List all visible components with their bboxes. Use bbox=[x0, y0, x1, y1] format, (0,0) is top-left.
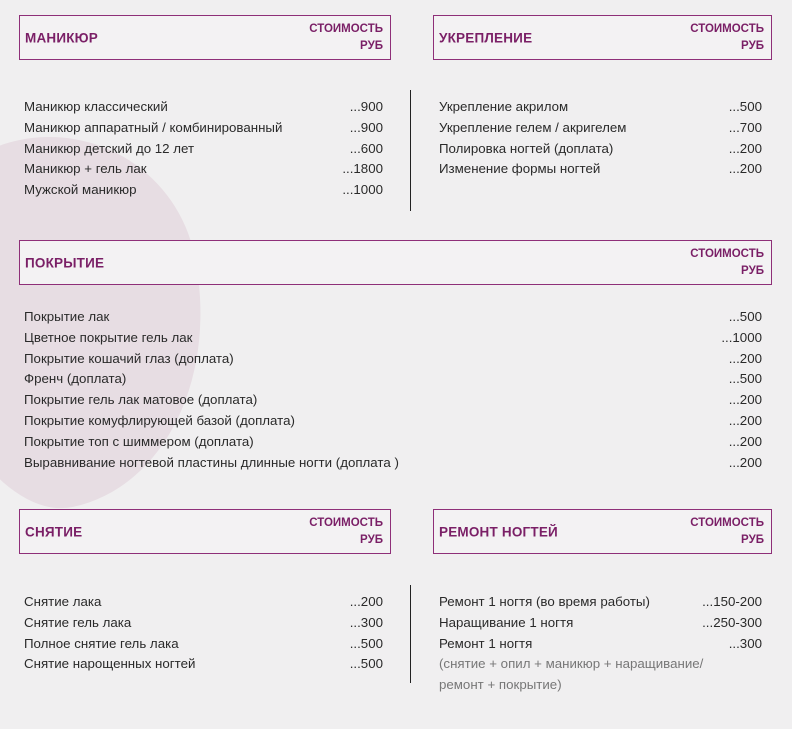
list-item: Укрепление гелем / акригелем ...700 bbox=[439, 119, 762, 135]
list-item: Снятие гель лака ...300 bbox=[24, 614, 383, 630]
list-item: Полное снятие гель лака ...500 bbox=[24, 635, 383, 651]
list-item: Изменение формы ногтей ...200 bbox=[439, 161, 762, 177]
cost-label: СТОИМОСТЬ РУБ bbox=[690, 247, 764, 277]
section-title: ПОКРЫТИЕ bbox=[25, 255, 105, 270]
price-list-strengthening bbox=[439, 97, 762, 180]
section-title: МАНИКЮР bbox=[25, 30, 99, 45]
list-item: Ремонт 1 ногтя (во время работы) ...150-200 bbox=[439, 594, 762, 609]
list-item: Маникюр аппаратный / комбинированный ...900 bbox=[24, 119, 383, 135]
section-title: УКРЕПЛЕНИЕ bbox=[439, 30, 533, 45]
list-item: Покрытие комуфлирующей базой (доплата) ...200 bbox=[24, 412, 762, 428]
list-item: Цветное покрытие гель лак ...1000 bbox=[24, 329, 762, 345]
price-list-manicure bbox=[24, 97, 383, 201]
divider-line bbox=[410, 90, 411, 211]
list-item: Покрытие топ с шиммером (доплата) ...200 bbox=[24, 433, 762, 449]
list-item: Покрытие кошачий глаз (доплата) ...200 bbox=[24, 350, 762, 366]
section-title: РЕМОНТ НОГТЕЙ bbox=[439, 524, 558, 539]
section-header-strengthening bbox=[433, 15, 772, 60]
section-title: СНЯТИЕ bbox=[25, 524, 83, 539]
list-item: Ремонт 1 ногтя ...300 bbox=[439, 635, 762, 651]
repair-note: (снятие + опил + маникюр + наращивание/ ремонт + покрытие) bbox=[439, 656, 704, 693]
list-item: Покрытие лак ...500 bbox=[24, 309, 762, 324]
list-item: Маникюр детский до 12 лет ...600 bbox=[24, 140, 383, 156]
divider-line bbox=[410, 585, 411, 683]
list-item: Наращивание 1 ногтя ...250-300 bbox=[439, 614, 762, 630]
list-item: Френч (доплата) ...500 bbox=[24, 371, 762, 387]
list-item: Выравнивание ногтевой пластины длинные ногти (доплата ) ...200 bbox=[24, 454, 762, 470]
list-item: Маникюр классический ...900 bbox=[24, 99, 383, 114]
cost-label: СТОИМОСТЬ РУБ bbox=[690, 22, 764, 52]
section-header-manicure bbox=[19, 15, 391, 60]
list-item: Маникюр + гель лак ...1800 bbox=[24, 161, 383, 177]
list-item: Покрытие гель лак матовое (доплата) ...200 bbox=[24, 392, 762, 408]
section-header-repair bbox=[433, 509, 772, 554]
list-item: Полировка ногтей (доплата) ...200 bbox=[439, 140, 762, 156]
price-list-coating bbox=[24, 307, 762, 473]
price-list-removal bbox=[24, 592, 383, 675]
section-header-removal bbox=[19, 509, 391, 554]
cost-label: СТОИМОСТЬ РУБ bbox=[690, 516, 764, 546]
list-item: Снятие лака ...200 bbox=[24, 594, 383, 609]
cost-label: СТОИМОСТЬ РУБ bbox=[309, 22, 383, 52]
price-list-repair bbox=[439, 592, 762, 696]
list-item: Укрепление акрилом ...500 bbox=[439, 99, 762, 114]
list-item: Снятие нарощенных ногтей ...500 bbox=[24, 656, 383, 672]
cost-label: СТОИМОСТЬ РУБ bbox=[309, 516, 383, 546]
section-header-coating bbox=[19, 240, 772, 285]
list-item: Мужской маникюр ...1000 bbox=[24, 182, 383, 198]
